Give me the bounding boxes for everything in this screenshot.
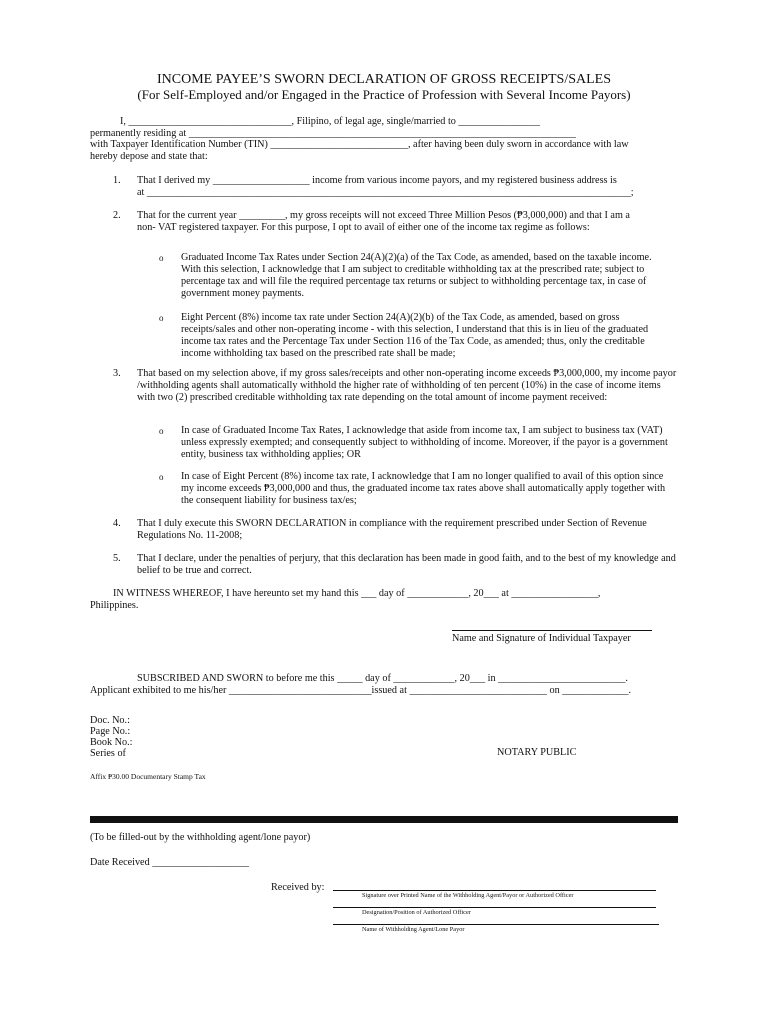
bullet-4-mark: o <box>159 472 164 482</box>
jurat-line-1: SUBSCRIBED AND SWORN to before me this _____ day of ____________, 20___ in _________________________. <box>137 673 628 684</box>
stamp-tax-note: Affix ₱30.00 Documentary Stamp Tax <box>90 772 206 781</box>
intro-line-1: I, ________________________________, Filipino, of legal age, single/married to ________________ <box>120 116 540 127</box>
item-5-text: That I declare, under the penalties of perjury, that this declaration has been made in good faith, and to the best of my knowledge and belief to be true and correct. <box>137 553 676 576</box>
bullet-1-mark: o <box>159 253 164 263</box>
intro-line-2: permanently residing at ____________________________________________________________________________ <box>90 128 576 139</box>
item-1-line-1: That I derived my ___________________ income from various income payors, and my registered business address is <box>137 175 617 186</box>
bullet-3-text: In case of Graduated Income Tax Rates, I acknowledge that aside from income tax, I am subject to business tax (VAT) unless expressly exempted; and consequently subject to withholding of income. Moreover, if the payor is a government entity, business tax withholding applies; OR <box>181 425 668 460</box>
agent-name-line <box>333 924 659 925</box>
agent-signature-line <box>333 890 656 891</box>
designation-line <box>333 907 656 908</box>
bullet-2-text: Eight Percent (8%) income tax rate under Section 24(A)(2)(b) of the Tax Code, as amended, based on gross receipts/sales and other non-operating income - with this selection, I understand that this is in lieu of the graduated income tax rates and the Percentage Tax under Section 116 of the Tax Code, as amended; thus, only the creditable income withholding tax based on the prescribed rate shall be made; <box>181 312 649 359</box>
intro-line-3: with Taxpayer Identification Number (TIN) ___________________________, after having been duly sworn in accordance with law <box>90 139 629 150</box>
item-3-number: 3. <box>113 368 121 379</box>
notary-public-label: NOTARY PUBLIC <box>497 747 577 758</box>
series-label: Series of <box>90 748 126 759</box>
document-subtitle: (For Self-Employed and/or Engaged in the Practice of Profession with Several Income Payors) <box>137 87 631 102</box>
agent-signature-label: Signature over Printed Name of the Withholding Agent/Payor or Authorized Officer <box>362 892 574 899</box>
jurat-line-2: Applicant exhibited to me his/her ____________________________issued at ___________________________ on _____________. <box>90 685 632 696</box>
intro-line-4: hereby depose and state that: <box>90 151 208 162</box>
bullet-1-text: Graduated Income Tax Rates under Section 24(A)(2)(a) of the Tax Code, as amended, based on the taxable income. With this selection, I acknowledge that I am subject to creditable withholding tax at the prescribed rate; subject to percentage tax and will file the required percentage tax returns or subject to withholding percentage tax, in case of government money payments. <box>181 252 652 299</box>
taxpayer-signature-line <box>452 630 652 631</box>
item-1-line-2: at _______________________________________________________________________________________________; <box>137 187 634 198</box>
item-3-text: That based on my selection above, if my gross sales/receipts and other non-operating income exceeds ₱3,000,000, my income payor /withholding agents shall automatically withhold the higher rate of withholding of ten percent (10%) in the case of income items with two (2) prescribed creditable withholding tax rate depending on the total amount of income payment received: <box>137 368 677 403</box>
witness-line-1: IN WITNESS WHEREOF, I have hereunto set my hand this ___ day of ____________, 20___ at _________________, <box>113 588 601 599</box>
bullet-2-mark: o <box>159 313 164 323</box>
section-divider <box>90 816 678 823</box>
bullet-4-text: In case of Eight Percent (8%) income tax rate, I acknowledge that I am no longer qualified to avail of this option since my income exceeds ₱3,000,000 and thus, the graduated income tax rates above shall automatically apply together with the consequent liability for business tax/es; <box>181 471 666 506</box>
item-4-number: 4. <box>113 518 121 529</box>
item-5-number: 5. <box>113 553 121 564</box>
witness-line-2: Philippines. <box>90 600 139 611</box>
page-no-label: Page No.: <box>90 726 131 737</box>
item-1-number: 1. <box>113 175 121 186</box>
date-received-field: Date Received ___________________ <box>90 857 250 868</box>
item-2-number: 2. <box>113 210 121 221</box>
item-2-line-2: non- VAT registered taxpayer. For this purpose, I opt to avail of either one of the income tax regime as follows: <box>137 222 590 233</box>
received-by-label: Received by: <box>271 882 325 893</box>
doc-no-label: Doc. No.: <box>90 715 130 726</box>
taxpayer-signature-label: Name and Signature of Individual Taxpayer <box>452 633 631 644</box>
document-title: INCOME PAYEE’S SWORN DECLARATION OF GROSS RECEIPTS/SALES <box>156 72 612 87</box>
agent-note: (To be filled-out by the withholding agent/lone payor) <box>90 832 311 843</box>
item-4-text: That I duly execute this SWORN DECLARATION in compliance with the requirement prescribed under Section of Revenue Regulations No. 11-2008; <box>137 518 647 541</box>
item-2-line-1: That for the current year _________, my gross receipts will not exceed Three Million Pesos (₱3,000,000) and that I am a <box>137 210 630 221</box>
designation-label: Designation/Position of Authorized Officer <box>362 909 471 916</box>
book-no-label: Book No.: <box>90 737 133 748</box>
agent-name-label: Name of Withholding Agent/Lone Payor <box>362 926 465 933</box>
bullet-3-mark: o <box>159 426 164 436</box>
